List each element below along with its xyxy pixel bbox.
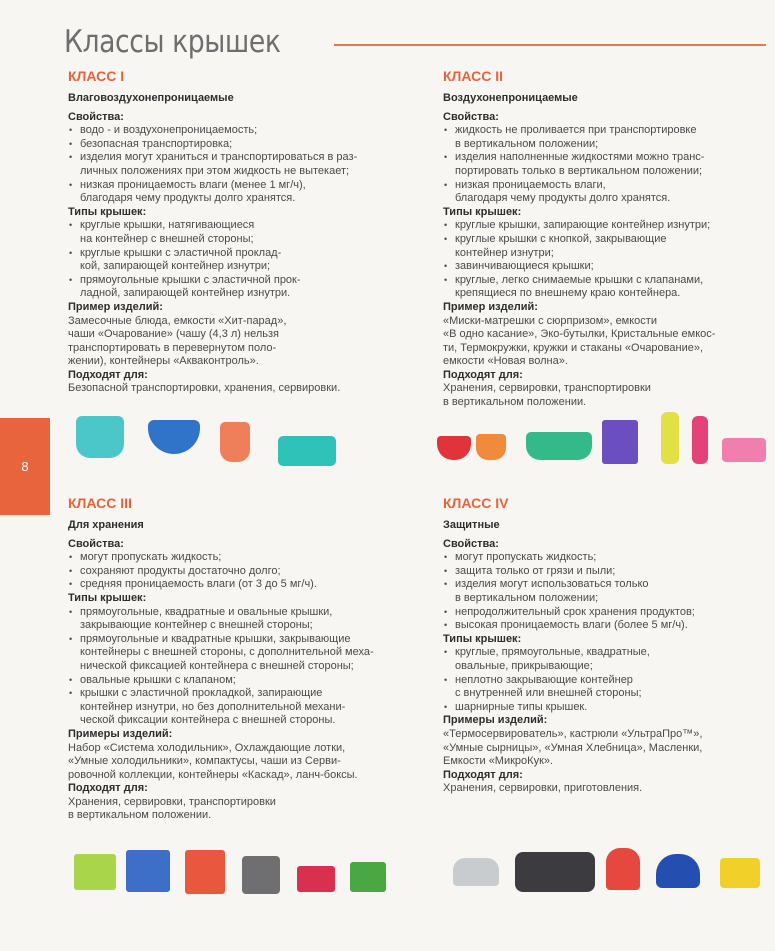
bullet-line: • сохраняют продукты достаточно долго; xyxy=(80,564,281,577)
group-heading: Подходят для: xyxy=(443,368,523,381)
text-line: ровочной коллекции, контейнеры «Каскад», ланч-боксы. xyxy=(68,768,358,781)
bullet-item xyxy=(443,274,775,301)
bullet-item xyxy=(68,274,413,301)
class-heading: КЛАСС II xyxy=(443,68,504,84)
class-subtitle: Влаговоздухонепроницаемые xyxy=(68,92,234,104)
text-line: Набор «Система холодильник», Охлаждающие лотки, xyxy=(68,741,346,754)
bullet-line: на контейнер с внешней стороны; xyxy=(80,232,254,245)
bullet-item xyxy=(443,701,775,715)
text-line: «Миски-матрешки с сюрпризом», емкости xyxy=(443,314,657,327)
section-class-2 xyxy=(443,68,775,410)
bullet-item xyxy=(68,219,413,246)
group-heading: Типы крышек: xyxy=(68,591,147,604)
bullet-item xyxy=(443,551,775,565)
bullet-item xyxy=(68,138,413,152)
bullet-item xyxy=(68,687,413,728)
class-subtitle: Воздухонепроницаемые xyxy=(443,92,578,104)
bullet-item xyxy=(443,619,775,633)
group-text xyxy=(443,782,775,796)
bullet-line: в вертикальном положении; xyxy=(455,137,599,150)
bullet-item xyxy=(68,179,413,206)
bullet-item xyxy=(443,260,775,274)
group-text xyxy=(443,315,775,369)
group-text xyxy=(68,382,413,396)
bullet-line: ладной, запирающей контейнер изнутри. xyxy=(80,287,291,300)
text-line: ти, Термокружки, кружки и стаканы «Очарование», xyxy=(443,341,704,354)
bullet-line: • неплотно закрывающие контейнер xyxy=(455,673,633,686)
bullet-line: • прямоугольные, квадратные и овальные крышки, xyxy=(80,605,333,618)
text-line: Замесочные блюда, емкости «Хит-парад», xyxy=(68,314,287,327)
bullet-item xyxy=(68,151,413,178)
group-text xyxy=(443,382,775,409)
bullet-line: • защита только от грязи и пыли; xyxy=(455,564,616,577)
group-heading: Пример изделий: xyxy=(443,300,538,313)
bullet-line: • безопасная транспортировка; xyxy=(80,137,233,150)
class-heading: КЛАСС III xyxy=(68,495,132,511)
text-line: «В одно касание», Эко-бутылки, Кристальные емкос- xyxy=(443,328,716,341)
group-heading: Примеры изделий: xyxy=(68,727,173,740)
group-heading: Свойства: xyxy=(443,110,499,123)
bullet-item xyxy=(443,151,775,178)
bullet-item xyxy=(443,565,775,579)
bullet-line: • прямоугольные и квадратные крышки, закрывающие xyxy=(80,632,351,645)
bullet-item xyxy=(68,551,413,565)
bullet-line: • водо - и воздухонепроницаемость; xyxy=(80,124,258,137)
bullet-item xyxy=(443,674,775,701)
group-text xyxy=(68,742,413,783)
bullet-line: • низкая проницаемость влаги, xyxy=(455,178,606,191)
bullet-item xyxy=(443,124,775,151)
bullet-item xyxy=(68,606,413,633)
text-line: емкости «Новая волна». xyxy=(443,355,568,368)
bullet-line: • крышки с эластичной прокладкой, запирающие xyxy=(80,687,323,700)
section-class-3 xyxy=(68,495,413,823)
bullet-line: с внутренней или внешней стороны; xyxy=(455,687,642,700)
bullet-item xyxy=(68,247,413,274)
class-subtitle: Защитные xyxy=(443,519,500,531)
group-heading: Подходят для: xyxy=(443,768,523,781)
bullet-line: • изделия наполненные жидкостями можно транс- xyxy=(455,151,705,164)
bullet-item xyxy=(443,578,775,605)
bullet-line: овальные, прикрывающие; xyxy=(455,659,593,672)
text-line: транспортировать в перевернутом поло- xyxy=(68,341,277,354)
bullet-line: личных положениях при этом жидкость не вытекает; xyxy=(80,164,350,177)
group-text xyxy=(68,315,413,369)
class-subtitle: Для хранения xyxy=(68,519,144,531)
text-line: Хранения, сервировки, транспортировки xyxy=(443,382,651,395)
bullet-line: благодаря чему продукты долго хранятся. xyxy=(455,192,671,205)
page-title: Классы крышек xyxy=(64,24,281,60)
section-class-1 xyxy=(68,68,413,396)
group-heading: Свойства: xyxy=(443,537,499,550)
bullet-line: • круглые крышки с эластичной проклад- xyxy=(80,246,282,259)
bullet-line: • жидкость не проливается при транспортировке xyxy=(455,124,697,137)
bullet-line: крепящиеся по внешнему краю контейнера. xyxy=(455,287,681,300)
text-line: Хранения, сервировки, приготовления. xyxy=(443,782,643,795)
text-line: жении), контейнеры «Акваконтроль». xyxy=(68,355,259,368)
text-line: Емкости «МикроКук». xyxy=(443,755,554,768)
group-heading: Подходят для: xyxy=(68,368,148,381)
bullet-line: • низкая проницаемость влаги (менее 1 мг/ч), xyxy=(80,178,306,191)
text-line: в вертикальном положении. xyxy=(68,809,212,822)
bullet-line: • могут пропускать жидкость; xyxy=(80,551,222,564)
bullet-line: благодаря чему продукты долго хранятся. xyxy=(80,192,296,205)
bullet-line: контейнеры с внешней стороны, с дополнительной меха- xyxy=(80,646,374,659)
bullet-line: • завинчивающиеся крышки; xyxy=(455,260,594,273)
bullet-line: • могут пропускать жидкость; xyxy=(455,551,597,564)
text-line: «Умные холодильники», компактусы, чаши из Серви- xyxy=(68,755,341,768)
class-heading: КЛАСС IV xyxy=(443,495,509,511)
bullet-line: • круглые крышки, натягивающиеся xyxy=(80,219,255,232)
bullet-line: • прямоугольные крышки с эластичной прок- xyxy=(80,273,301,286)
text-line: «Термосервирователь», кастрюли «УльтраПро™», xyxy=(443,727,703,740)
bullet-line: кой, запирающей контейнер изнутри; xyxy=(80,260,271,273)
group-text xyxy=(443,728,775,769)
bullet-line: • непродолжительный срок хранения продуктов; xyxy=(455,605,695,618)
bullet-item xyxy=(68,674,413,688)
bullet-item xyxy=(443,646,775,673)
group-heading: Свойства: xyxy=(68,537,124,550)
page-number-tab xyxy=(0,418,50,515)
bullet-item xyxy=(68,565,413,579)
text-line: Безопасной транспортировки, хранения, сервировки. xyxy=(68,382,341,395)
group-heading: Примеры изделий: xyxy=(443,714,548,727)
class-heading: КЛАСС I xyxy=(68,68,125,84)
bullet-item xyxy=(68,633,413,674)
bullet-line: нической фиксацией контейнера с внешней стороны; xyxy=(80,659,354,672)
bullet-line: портировать только в вертикальном положении; xyxy=(455,164,703,177)
bullet-item xyxy=(443,179,775,206)
group-heading: Типы крышек: xyxy=(443,632,522,645)
bullet-line: • шарнирные типы крышек. xyxy=(455,700,588,713)
text-line: в вертикальном положении. xyxy=(443,396,587,409)
bullet-line: закрывающие контейнер с внешней стороны; xyxy=(80,619,313,632)
group-heading: Типы крышек: xyxy=(68,205,147,218)
bullet-line: • изделия могут использоваться только xyxy=(455,578,649,591)
group-heading: Пример изделий: xyxy=(68,300,163,313)
bullet-item xyxy=(443,606,775,620)
bullet-item xyxy=(68,124,413,138)
title-divider xyxy=(334,44,766,46)
bullet-line: • изделия могут храниться и транспортироваться в раз- xyxy=(80,151,358,164)
bullet-line: • овальные крышки с клапаном; xyxy=(80,673,236,686)
bullet-line: контейнер изнутри; xyxy=(455,246,554,259)
bullet-line: • круглые, легко снимаемые крышки с клапанами, xyxy=(455,273,704,286)
text-line: «Умные сырницы», «Умная Хлебница», Масленки, xyxy=(443,741,703,754)
bullet-item xyxy=(68,578,413,592)
bullet-line: • круглые крышки с кнопкой, закрывающие xyxy=(455,232,667,245)
group-heading: Свойства: xyxy=(68,110,124,123)
text-line: Хранения, сервировки, транспортировки xyxy=(68,795,276,808)
bullet-line: в вертикальном положении; xyxy=(455,591,599,604)
bullet-item xyxy=(443,233,775,260)
group-heading: Подходят для: xyxy=(68,782,148,795)
group-heading: Типы крышек: xyxy=(443,205,522,218)
text-line: чаши «Очарование» (чашу (4,3 л) нельзя xyxy=(68,328,279,341)
bullet-line: • круглые, прямоугольные, квадратные, xyxy=(455,646,650,659)
section-class-4 xyxy=(443,495,775,796)
page-number: 8 xyxy=(21,459,29,474)
bullet-line: ческой фиксации контейнера с внешней стороны. xyxy=(80,714,336,727)
bullet-item xyxy=(443,219,775,233)
bullet-line: • круглые крышки, запирающие контейнер изнутри; xyxy=(455,219,711,232)
bullet-line: • высокая проницаемость влаги (более 5 мг/ч). xyxy=(455,619,688,632)
bullet-line: • средняя проницаемость влаги (от 3 до 5 мг/ч). xyxy=(80,578,317,591)
bullet-line: контейнер изнутри, но без дополнительной механи- xyxy=(80,700,346,713)
group-text xyxy=(68,796,413,823)
